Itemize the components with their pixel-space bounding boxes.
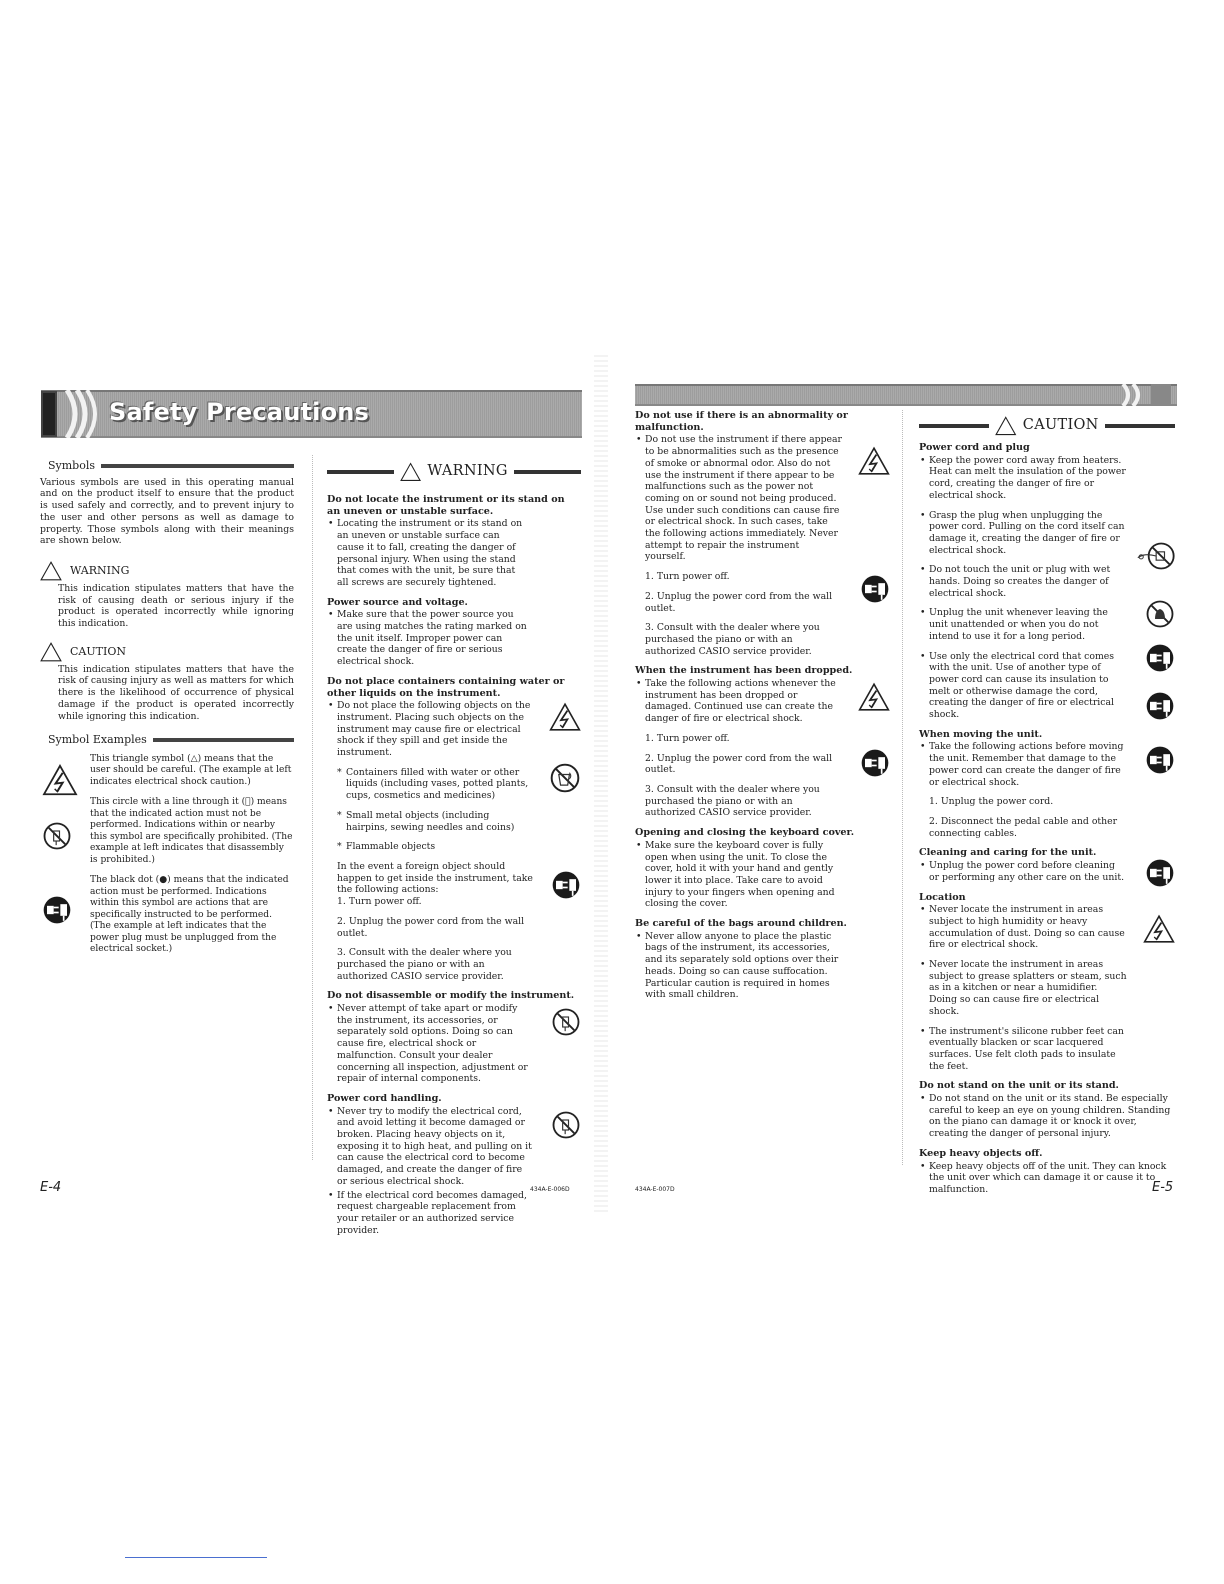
warning-column-continued [635, 410, 890, 1009]
heading-rule [101, 464, 294, 468]
warning-label: WARNING [70, 564, 130, 578]
caution-column [919, 416, 1175, 1204]
example-triangle [40, 754, 294, 789]
electric-shock-caution-icon [549, 702, 581, 732]
step: 2. Unplug the power cord from the wall outlet. [645, 590, 833, 614]
banner-arc-icon [1119, 384, 1171, 406]
bullet: • Grasp the plug when unplugging the power cord. Pulling on the cord itself can damage it, creating the danger of fire or electrical shock. [919, 510, 1127, 557]
bullet: • Make sure that the power source you are using matches the rating marked on the unit itself. Improper power can create the danger of fire or serious electrical shock. [327, 609, 581, 668]
unplug-icon [1145, 745, 1175, 775]
step: 1. Turn power off. [645, 732, 730, 744]
caution-triangle-icon [40, 642, 62, 662]
no-liquids-icon [549, 762, 581, 794]
warning-title-row [327, 462, 581, 482]
paragraph: In the event a foreign object should happen to get inside the instrument, take the following actions: [337, 860, 533, 896]
example-triangle-text: This triangle symbol (△) means that the user should be careful. (The example at left indicates electrical shock caution.) [90, 753, 292, 787]
unplug-icon [860, 748, 890, 778]
heading-rule [153, 738, 294, 742]
page-code: 434A-E-006D [530, 1186, 570, 1193]
step: 1. Turn power off. [337, 896, 422, 908]
bullet: • Never try to modify the electrical cord, and avoid letting it become damaged or broken. Placing heavy objects on it, exposing it to high heat, and pulling on it can cause the electrical cord to become damaged, and create the danger of fire or serious electrical shock. [327, 1106, 533, 1188]
disassemble-block [327, 1003, 581, 1085]
section-heading: When moving the unit. [919, 728, 1043, 740]
title-banner [41, 390, 582, 438]
cord-plug-block [919, 455, 1175, 721]
section-heading: Power source and voltage. [327, 596, 468, 608]
warning-triangle-icon [400, 462, 421, 482]
electric-shock-caution-icon [858, 682, 890, 712]
title-rule [514, 470, 581, 474]
section-heading: Be careful of the bags around children. [635, 918, 847, 930]
right-page [612, 0, 1224, 1584]
section-heading: Do not disassemble or modify the instrument. [327, 990, 575, 1002]
dropped-block [635, 678, 890, 819]
unplug-icon [1145, 691, 1175, 721]
bullet: • Never locate the instrument in areas subject to grease splatters or steam, such as in a kitchen or near a humidifier. Doing so can cause fire or electrical shock. [919, 959, 1127, 1018]
bullet: • Take the following actions whenever the instrument has been dropped or damaged. Continued use can create the danger of fire or electrical shock. [635, 678, 842, 725]
section-heading: Opening and closing the keyboard cover. [635, 827, 855, 839]
page-number: E-5 [1152, 1180, 1174, 1195]
bullet: • Do not stand on the unit or its stand. Be especially careful to keep an eye on young children. Standing on the piano can damage it or knock it over, creating the danger of personal injury. [919, 1093, 1175, 1140]
title-rule [1105, 424, 1175, 428]
banner-title: Safety Precautions [109, 398, 370, 426]
list-item: * Containers filled with water or other liquids (including vases, potted plants, cups, cosmetics and medicines) [327, 767, 533, 802]
center-fold [594, 355, 608, 1215]
bullet: • Never attempt of take apart or modify the instrument, its accessories, or separately sold options. Doing so can cause fire, electrical shock or malfunction. Consult your dealer concerning all inspection, adjustment or repair of internal components. [327, 1003, 533, 1085]
caution-triangle-icon [995, 416, 1016, 436]
bullet: • If the electrical cord becomes damaged, request chargeable replacement from your retailer or an authorized service provider. [327, 1190, 533, 1237]
no-modify-icon [551, 1110, 581, 1140]
moving-block [919, 741, 1175, 839]
example-dot-text: The black dot (●) means that the indicated action must be performed. Indications within this symbol are actions that are specifically instructed to be performed. (The example at left indicates that the power plug must be unplugged from the electrical socket.) [90, 875, 289, 955]
symbols-heading: Symbols [48, 459, 96, 472]
bullet: • Unplug the unit whenever leaving the unit unattended or when you do not intend to use it for a long period. [919, 607, 1127, 642]
page-number: E-4 [40, 1180, 62, 1195]
column-separator [312, 455, 313, 1160]
example-circle-text: This circle with a line through it (⃠) means that the indicated action must not be performed. Indications within or nearby this symbol are specifically prohibited. (The example at left indicates that disassembly is prohibited.) [90, 797, 293, 865]
section-heading: Do not locate the instrument or its stand on an uneven or unstable surface. [327, 494, 565, 517]
banner-tab-block [41, 391, 57, 437]
banner-arc-icon [61, 390, 109, 438]
section-heading: Cleaning and caring for the unit. [919, 847, 1097, 859]
no-pull-cord-icon [1135, 541, 1179, 571]
warning-triangle-icon [40, 561, 62, 581]
section-heading: Keep heavy objects off. [919, 1147, 1043, 1159]
bullet: • Locating the instrument or its stand on an uneven or unstable surface can cause it to fall, creating the danger of personal injury. When using the stand that comes with the unit, be sure that all screws are securely tightened. [327, 518, 581, 588]
bullet: • Keep heavy objects off of the unit. They can knock the unit over which can damage it or cause it to malfunction. [919, 1161, 1175, 1196]
step: 3. Consult with the dealer where you purchased the piano or with an authorized CASIO service provider. [337, 947, 512, 982]
title-rule [327, 470, 394, 474]
bullet: • Keep the power cord away from heaters. Heat can melt the insulation of the power cord, creating the danger of fire or electrical shock. [919, 455, 1127, 502]
section-heading: When the instrument has been dropped. [635, 665, 853, 677]
left-page [0, 0, 600, 1584]
no-disassembly-icon [42, 821, 72, 851]
section-heading: Do not use if there is an abnormality or malfunction. [635, 410, 848, 433]
page-code: 434A-E-007D [635, 1186, 675, 1193]
location-block [919, 904, 1175, 1072]
cord-block [327, 1106, 581, 1237]
electric-shock-caution-icon [858, 446, 890, 476]
electric-shock-caution-icon [42, 764, 78, 796]
section-heading: Location [919, 891, 966, 903]
examples-heading-row [40, 734, 294, 746]
unplug-icon [551, 870, 581, 900]
list-item: * Small metal objects (including hairpins, sewing needles and coins) [327, 810, 533, 833]
electric-shock-caution-icon [1143, 914, 1175, 944]
symbols-column [40, 460, 294, 965]
symbols-intro: Various symbols are used in this operating manual and on the product itself to ensure that the product is used safely and correctly, and to prevent injury to the user and other persons as well as damage to property. Those symbols along with their meanings are shown below. [40, 476, 294, 547]
bullet: • Make sure the keyboard cover is fully open when using the unit. To close the cover, hold it with your hand and gently lower it into place. Take care to avoid injury to your fingers when opening and closing the cover. [635, 840, 890, 910]
step: 3. Consult with the dealer where you purchased the piano or with an authorized CASIO service provider. [645, 622, 820, 657]
cleaning-block [919, 860, 1175, 883]
bullet: • Do not use the instrument if there appear to be abnormalities such as the presence of smoke or abnormal odor. Also do not use the instrument if there appear to be malfunctions such as the power not coming on or sound not being produced. Use under such conditions can cause fire or electrical shock. In such cases, take the following actions immediately. Never attempt to repair the instrument yourself. [635, 434, 842, 563]
bullet: • Do not place the following objects on the instrument. Placing such objects on the instrument may cause fire or electrical shock if they spill and get inside the instrument. [327, 700, 533, 759]
right-banner [635, 384, 1177, 406]
no-disassembly-icon [551, 1007, 581, 1037]
step: 1. Turn power off. [645, 571, 730, 583]
section-heading: Do not stand on the unit or its stand. [919, 1080, 1119, 1092]
step: 2. Unplug the power cord from the wall outlet. [645, 752, 833, 776]
step: 1. Unplug the power cord. [929, 796, 1054, 808]
warning-column [327, 462, 581, 1244]
example-circle [40, 797, 294, 866]
caution-title-row [919, 416, 1175, 436]
liquids-block [327, 700, 581, 982]
warning-description: This indication stipulates matters that have the risk of causing death or serious injury if the product is operated incorrectly while ignoring this indication. [58, 582, 294, 630]
caution-description: This indication stipulates matters that have the risk of causing injury as well as matters for which there is the likelihood of occurrence of physical damage if the product is operated incorrectly while ignoring this indication. [58, 663, 294, 722]
example-dot [40, 875, 294, 956]
caution-label-row [40, 642, 294, 662]
warning-label-row [40, 561, 294, 581]
bullet: • Use only the electrical cord that comes with the unit. Use of another type of power cord can cause its insulation to melt or otherwise damage the cord, creating the danger of fire or electrical shock. [919, 651, 1127, 721]
unplug-icon [1145, 643, 1175, 673]
unplug-icon [42, 895, 72, 925]
title-rule [919, 424, 989, 428]
caution-column-title: CAUTION [1022, 417, 1099, 434]
footer-link-underline [125, 1557, 267, 1558]
section-heading: Do not place containers containing water or other liquids on the instrument. [327, 675, 565, 699]
bullet: • Never allow anyone to place the plastic bags of the instrument, its accessories, and its separately sold options over their heads. Doing so can cause suffocation. Particular caution is required in homes with small children. [635, 931, 890, 1001]
bullet: • The instrument's silicone rubber feet can eventually blacken or scar lacquered surfaces. Use felt cloth pads to insulate the feet. [919, 1026, 1127, 1073]
caution-label: CAUTION [70, 644, 126, 658]
examples-heading: Symbol Examples [48, 733, 147, 747]
warning-column-title: WARNING [427, 463, 508, 480]
step: 2. Unplug the power cord from the wall outlet. [337, 915, 525, 939]
no-wet-hands-icon [1145, 599, 1175, 629]
step: 2. Disconnect the pedal cable and other connecting cables. [929, 815, 1118, 839]
bullet: • Unplug the power cord before cleaning or performing any other care on the unit. [919, 860, 1127, 883]
column-separator [902, 410, 903, 1165]
bullet: • Do not touch the unit or plug with wet hands. Doing so creates the danger of electrical shock. [919, 564, 1127, 599]
section-heading: Power cord and plug [919, 442, 1030, 453]
unplug-icon [860, 574, 890, 604]
section-heading: Power cord handling. [327, 1092, 442, 1104]
step: 3. Consult with the dealer where you purchased the piano or with an authorized CASIO service provider. [645, 783, 820, 819]
bullet: • Never locate the instrument in areas subject to high humidity or heavy accumulation of dust. Doing so can cause fire or electrical shock. [919, 904, 1127, 951]
unplug-icon [1145, 858, 1175, 888]
list-item: * Flammable objects [327, 841, 533, 853]
bullet: • Take the following actions before moving the unit. Remember that damage to the power cord can create the danger of fire or electrical shock. [919, 741, 1127, 788]
malfunction-block [635, 434, 890, 657]
symbols-heading-row [40, 460, 294, 472]
